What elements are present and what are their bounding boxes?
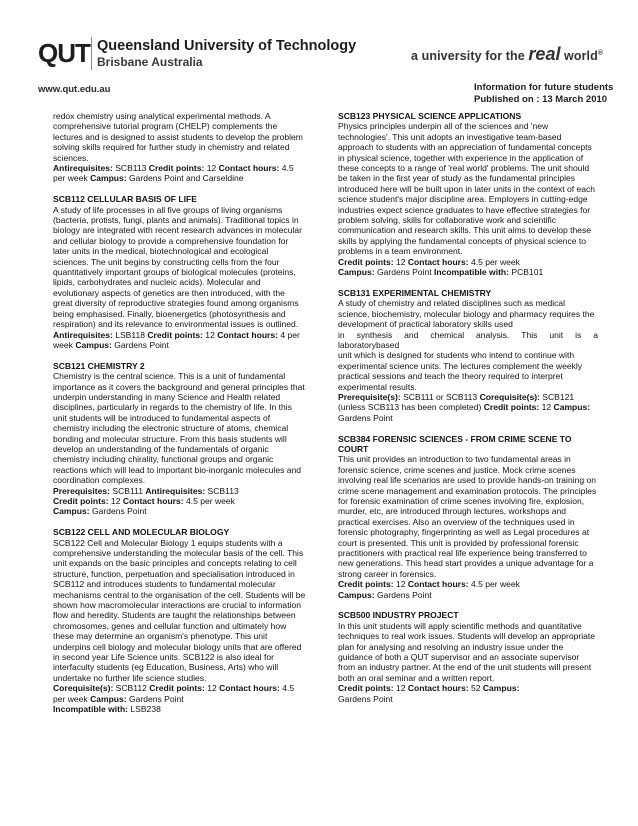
unit-title: SCB131 EXPERIMENTAL CHEMISTRY: [338, 287, 492, 298]
campus-value: Gardens Point and Carseldine: [126, 173, 244, 184]
coreq-label: Corequisite(s):: [53, 683, 114, 694]
unit-description-cont: laboratorybased: [338, 339, 400, 350]
campus-value: Gardens Point: [374, 267, 434, 278]
credit-points-label: Credit points:: [148, 163, 205, 174]
contact-hours-label: Contact hours:: [407, 579, 469, 590]
campus-label: Campus:: [75, 339, 112, 350]
credit-points-value: 12: [204, 683, 220, 694]
contact-hours-label: Contact hours:: [122, 496, 184, 506]
credit-points-label: Credit points:: [338, 256, 394, 267]
unit-meta: [338, 683, 519, 703]
credit-points-value: 12: [393, 579, 408, 590]
campus-label: Campus:: [338, 589, 375, 600]
unit-scb131: [338, 288, 598, 423]
qut-logo[interactable]: [38, 37, 356, 70]
credit-points-value: 12: [204, 163, 219, 174]
qut-logo-mark: QUT: [38, 37, 92, 70]
justified-line: [338, 330, 598, 340]
antireq-value: LSB118: [112, 329, 148, 340]
campus-value: Gardens Point: [111, 339, 169, 350]
credit-points-label: Credit points:: [483, 402, 540, 413]
unit-description: redox chemistry using analytical experimental methods. A comprehensive tutorial program (CHELP) complements the lectures and is designed to assist students to develop the problem solving skills required for further study in chemistry and related sciences.: [53, 111, 303, 163]
contact-hours-label: Contact hours:: [217, 329, 278, 340]
campus-value: Gardens Point: [338, 412, 393, 423]
antireq-label: Antirequisites:: [145, 485, 206, 496]
justified-word: chemical: [430, 329, 465, 340]
coreq-label: Corequisite(s):: [479, 391, 540, 402]
contact-hours-value: 4 per week: [53, 329, 300, 350]
contact-hours-value: 4.5 per week: [468, 256, 520, 267]
unit-title: SCB384 FORENSIC SCIENCES - FROM CRIME SCENE TO COURT: [338, 433, 572, 454]
incompatible-label: Incompatible with:: [433, 267, 509, 278]
unit-description-cont: unit which is designed for students who intend to continue with experimental science units. The lectures complement the weekly practical sessions and teach the theory required to interpret experimental results.: [338, 350, 583, 392]
university-location: Brisbane Australia: [97, 55, 203, 69]
unit-meta: [338, 579, 520, 599]
campus-label: Campus:: [553, 402, 591, 413]
campus-label: Campus:: [90, 693, 127, 704]
contact-hours-label: Contact hours:: [407, 256, 469, 267]
unit-meta: [53, 683, 294, 714]
campus-value: Gardens Point: [374, 589, 432, 600]
unit-scb122: [53, 527, 306, 714]
coreq-value: SCB121 (unless SCB113 has been completed): [338, 391, 575, 413]
right-column: [338, 111, 598, 715]
info-title: Information for future students: [474, 82, 614, 93]
unit-title: SCB121 CHEMISTRY 2: [53, 360, 145, 371]
tagline-prefix: a university for the: [411, 49, 529, 63]
credit-points-value: 12: [539, 402, 554, 413]
credit-points-value: 12: [393, 683, 408, 694]
justified-word: in: [338, 329, 345, 340]
tagline: [411, 44, 603, 65]
left-column: [53, 111, 306, 725]
unit-description: This unit provides an introduction to two fundamental areas in forensic science, crime scenes and justice. Mock crime scenes involving real life scenarios are used to provide hands-on training on crime scene management and examination protocols. The principles for forensic examination of crime scenes involving fire, explosion, murder, etc, are introduced through lectures, workshops and practical exercises. Also an overview of the techniques used in forensic photography, fingerprinting as well as Legal procedures at court is presented. This unit is provided by professional forensic practitioners with practical real life experience being transferred to new generations. This head start provides a unique advantage for a strong career in forensics.: [338, 454, 597, 579]
unit-continued: [53, 111, 306, 184]
antireq-label: Antirequisites:: [53, 163, 113, 174]
credit-points-value: 12: [202, 329, 218, 340]
campus-label: Campus:: [90, 173, 127, 184]
unit-scb112: [53, 194, 306, 350]
unit-title: SCB122 CELL AND MOLECULAR BIOLOGY: [53, 527, 230, 538]
coreq-value: SCB112: [113, 683, 150, 694]
justified-word: is: [575, 329, 582, 340]
unit-description: A study of chemistry and related disciplines such as medical science, biochemistry, molecular biology and pharmacy requires the development of practical laboratory skills used: [338, 298, 595, 330]
campus-value: Gardens Point: [338, 693, 393, 704]
contact-hours-value: 4.5 per week: [53, 163, 294, 184]
campus-label: Campus:: [482, 683, 520, 694]
unit-scb123: [338, 111, 598, 278]
contact-hours-label: Contact hours:: [218, 163, 280, 174]
unit-description: SCB122 Cell and Molecular Biology 1 equips students with a comprehensive understanding the molecular basis of the cell. This unit expands on the basic principles and concepts relating to cell structure, function, perpetuation and specialisation introduced in SCB112 and introduces students to fundamental molecular mechanisms central to the organisation of the cell. Students will be shown how macromolecular interactions are crucial to information flow and heredity. Students are taught the relationships between chromosomes, genes and cellular function and ultimately how these may determine an organism's phenotype. This unit underpins cell biology and molecular biology units that are offered in second year Life Science units. SCB122 is also ideal for interfaculty students (eg Education, Business, Arts) who will undertake no further life science studies.: [53, 537, 306, 683]
contact-hours-value: 4.5 per week: [183, 496, 235, 506]
published-date: Published on : 13 March 2010: [474, 94, 608, 105]
logo-text: [97, 37, 356, 70]
campus-value: Gardens Point: [126, 693, 184, 704]
prereq-value: SCB111: [110, 485, 146, 496]
campus-label: Campus:: [53, 506, 90, 517]
unit-scb500: [338, 610, 598, 704]
credit-points-label: Credit points:: [147, 329, 203, 340]
credit-points-label: Credit points:: [338, 683, 394, 694]
credit-points-label: Credit points:: [338, 579, 394, 590]
prereq-label: Prerequisites:: [53, 485, 111, 496]
prereq-label: Prerequisite(s):: [338, 391, 401, 402]
justified-word: analysis.: [476, 329, 510, 340]
justified-word: unit: [549, 329, 564, 340]
unit-meta: [53, 330, 300, 350]
unit-scb384: [338, 434, 598, 601]
unit-scb121: [53, 361, 306, 517]
unit-title: SCB123 PHYSICAL SCIENCE APPLICATIONS: [338, 111, 522, 121]
tagline-suffix: world: [560, 49, 598, 63]
contact-hours-value: 4.5 per week: [53, 683, 295, 704]
registered-mark: ®: [597, 49, 604, 57]
campus-label: Campus:: [338, 267, 375, 278]
credit-points-label: Credit points:: [149, 683, 205, 694]
antireq-value: SCB113: [205, 485, 239, 496]
university-name: Queensland University of Technology: [97, 38, 357, 54]
justified-word: This: [521, 329, 538, 340]
unit-title: SCB500 INDUSTRY PROJECT: [338, 610, 459, 621]
contact-hours-label: Contact hours:: [407, 683, 469, 694]
incompatible-value: LSB238: [128, 704, 161, 715]
unit-meta: [53, 163, 294, 183]
site-url-link[interactable]: www.qut.edu.au: [38, 84, 111, 95]
unit-description: Physics principles underpin all of the sciences and 'new technologies'. This unit adopts an investigative team-based approach to students with an appreciation of fundamental concepts in physical science, together with experience in the application of these concepts to a range of 'real world' problems. The unit should be taken in the first year of study as the fundamental principles introduced here will be built upon in later units in the context of each science student's major discipline area. Employers in cutting-edge industries expect science graduates to have effective strategies for problem solving, skills for collaborative work and scientific communication and research skills. This unit aims to develop these skills by applying the fundamental concepts of physical science to problems in a team environment.: [338, 121, 596, 257]
unit-description: Chemistry is the central science. This is a unit of fundamental importance as it covers the background and general principles that underpin understanding in many Science and Health related disciplines, particularly in regards to the chemistry of life. In this unit students will be introduced to fundamental aspects of chemistry including the electronic structure of atoms, chemical bonding and molecular structure. From this basis students will develop an understanding of the fundamentals of organic chemistry including chirality, functional groups and organic reactions which will lead to important bio-inorganic molecules and coordination complexes.: [53, 371, 305, 486]
antireq-label: Antirequisites:: [53, 329, 113, 340]
justified-word: a: [593, 329, 598, 340]
prereq-value: SCB111 or SCB113: [400, 391, 480, 402]
credit-points-label: Credit points:: [53, 496, 109, 506]
justified-word: and: [404, 329, 419, 340]
unit-meta: [338, 392, 590, 423]
tagline-real: real: [528, 44, 561, 64]
unit-description: A study of life processes in all five groups of living organisms (bacteria, protists, fungi, plants and animals). Traditional topics in biology are integrated with recent research advances in molecular and cellular biology to provide a comprehensive foundation for later units in the medical, biotechnological and ecological sciences. The unit begins by constructing cells from the four quantitatively important groups of biological molecules (proteins, lipids, carbohydrates and nucleic acids). Molecular and evolutionary aspects of genetics are then introduced, with the great diversity of reproductive strategies found among organisms being emphasised. Finally, bioenergetics (photosynthesis and respiration) and its relevance to environmental issues is outlined.: [53, 204, 302, 330]
credit-points-value: 12: [108, 496, 123, 506]
incompatible-value: PCB101: [509, 267, 544, 278]
credit-points-value: 12: [393, 256, 408, 267]
unit-title: SCB112 CELLULAR BASIS OF LIFE: [53, 194, 197, 205]
unit-description: In this unit students will apply scientific methods and quantitative techniques to real work issues. Students will develop an appropriate plan for analysing and resolving an industry issue under the guidance of both a QUT supervisor and an associate supervisor from an industry partner. At the end of the unit students will present both an oral seminar and a written report.: [338, 620, 596, 683]
publication-info: [474, 82, 613, 106]
antireq-value: SCB113: [112, 163, 149, 174]
incompatible-label: Incompatible with:: [53, 704, 129, 715]
unit-meta: [338, 257, 543, 277]
contact-hours-value: 52: [468, 683, 483, 694]
unit-meta: [53, 486, 239, 517]
campus-value: Gardens Point: [89, 506, 147, 517]
justified-word: synthesis: [356, 329, 393, 340]
contact-hours-label: Contact hours:: [219, 683, 280, 694]
contact-hours-value: 4.5 per week: [468, 579, 520, 590]
